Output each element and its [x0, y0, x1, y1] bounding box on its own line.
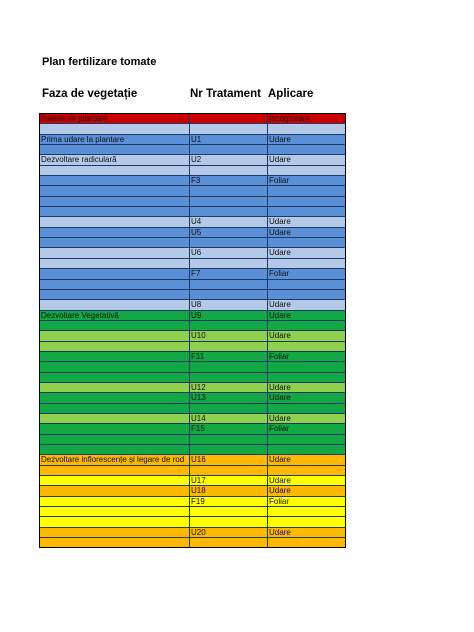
- table-row: [40, 197, 346, 207]
- phase-cell[interactable]: [40, 259, 190, 268]
- application-cell[interactable]: [268, 321, 346, 330]
- phase-cell[interactable]: [40, 507, 190, 516]
- phase-cell[interactable]: [40, 321, 190, 330]
- table-row: [40, 373, 346, 383]
- phase-cell[interactable]: [40, 486, 190, 495]
- treatment-cell[interactable]: U16: [190, 455, 268, 464]
- treatment-cell[interactable]: [190, 435, 268, 444]
- table-row: [40, 352, 346, 362]
- application-cell[interactable]: Foliar: [268, 497, 346, 506]
- treatment-cell[interactable]: U13: [190, 393, 268, 402]
- phase-cell[interactable]: [40, 186, 190, 195]
- application-cell[interactable]: [268, 145, 346, 154]
- treatment-cell[interactable]: [190, 114, 268, 123]
- table-row: [40, 124, 346, 134]
- table-row: [40, 404, 346, 414]
- application-cell[interactable]: [268, 186, 346, 195]
- table-row: [40, 228, 346, 238]
- phase-cell[interactable]: [40, 342, 190, 351]
- application-cell[interactable]: Udare: [268, 300, 346, 309]
- phase-cell[interactable]: [40, 207, 190, 216]
- phase-cell[interactable]: [40, 435, 190, 444]
- application-cell[interactable]: Udare: [268, 528, 346, 537]
- table-row: [40, 466, 346, 476]
- application-cell[interactable]: [268, 280, 346, 289]
- table-row: [40, 280, 346, 290]
- table-row: [40, 342, 346, 352]
- table-row: [40, 300, 346, 310]
- treatment-cell[interactable]: F15: [190, 424, 268, 433]
- application-cell[interactable]: Udare: [268, 414, 346, 423]
- phase-cell[interactable]: [40, 517, 190, 526]
- fertilization-table: [39, 113, 346, 548]
- treatment-cell[interactable]: [190, 238, 268, 247]
- treatment-cell[interactable]: [190, 445, 268, 454]
- phase-cell[interactable]: [40, 424, 190, 433]
- table-row: [40, 331, 346, 341]
- table-row: [40, 435, 346, 445]
- application-cell[interactable]: Udare: [268, 486, 346, 495]
- application-cell[interactable]: Udare: [268, 228, 346, 237]
- header-phase: Faza de vegetație: [42, 88, 138, 100]
- application-cell[interactable]: Udare: [268, 383, 346, 392]
- application-cell[interactable]: Udare: [268, 248, 346, 257]
- application-cell[interactable]: Udare: [268, 135, 346, 144]
- application-cell[interactable]: [268, 362, 346, 371]
- treatment-cell[interactable]: [190, 342, 268, 351]
- phase-cell[interactable]: [40, 445, 190, 454]
- application-cell[interactable]: [268, 466, 346, 475]
- treatment-cell[interactable]: [190, 145, 268, 154]
- application-cell[interactable]: Încorporare: [268, 114, 346, 123]
- table-row: [40, 476, 346, 486]
- treatment-cell[interactable]: [190, 186, 268, 195]
- phase-cell[interactable]: [40, 414, 190, 423]
- table-row: [40, 528, 346, 538]
- treatment-cell[interactable]: U2: [190, 155, 268, 164]
- phase-cell[interactable]: [40, 238, 190, 247]
- table-row: [40, 507, 346, 517]
- table-row: [40, 259, 346, 269]
- phase-cell[interactable]: [40, 362, 190, 371]
- phase-cell[interactable]: Înainte de plantare: [40, 114, 190, 123]
- phase-cell[interactable]: Dezvoltare radiculară: [40, 155, 190, 164]
- application-cell[interactable]: [268, 517, 346, 526]
- phase-cell[interactable]: [40, 197, 190, 206]
- table-row: [40, 455, 346, 465]
- application-cell[interactable]: [268, 259, 346, 268]
- application-cell[interactable]: [268, 197, 346, 206]
- table-row: [40, 145, 346, 155]
- application-cell[interactable]: Udare: [268, 476, 346, 485]
- table-row: [40, 445, 346, 455]
- application-cell[interactable]: [268, 445, 346, 454]
- table-row: [40, 517, 346, 527]
- phase-cell[interactable]: [40, 404, 190, 413]
- table-row: [40, 114, 346, 124]
- table-row: [40, 166, 346, 176]
- phase-cell[interactable]: [40, 248, 190, 257]
- treatment-cell[interactable]: [190, 538, 268, 547]
- table-row: [40, 238, 346, 248]
- table-row: [40, 414, 346, 424]
- application-cell[interactable]: [268, 435, 346, 444]
- table-row: [40, 311, 346, 321]
- application-cell[interactable]: Foliar: [268, 269, 346, 278]
- treatment-cell[interactable]: F19: [190, 497, 268, 506]
- treatment-cell[interactable]: U20: [190, 528, 268, 537]
- phase-cell[interactable]: [40, 497, 190, 506]
- phase-cell[interactable]: [40, 176, 190, 185]
- phase-cell[interactable]: [40, 373, 190, 382]
- phase-cell[interactable]: Prima udare la plantare: [40, 135, 190, 144]
- application-cell[interactable]: Udare: [268, 455, 346, 464]
- treatment-cell[interactable]: U4: [190, 217, 268, 226]
- treatment-cell[interactable]: F7: [190, 269, 268, 278]
- application-cell[interactable]: [268, 238, 346, 247]
- treatment-cell[interactable]: [190, 373, 268, 382]
- table-row: [40, 383, 346, 393]
- treatment-cell[interactable]: [190, 321, 268, 330]
- application-cell[interactable]: Udare: [268, 155, 346, 164]
- application-cell[interactable]: [268, 404, 346, 413]
- treatment-cell[interactable]: [190, 259, 268, 268]
- treatment-cell[interactable]: U6: [190, 248, 268, 257]
- phase-cell[interactable]: [40, 331, 190, 340]
- application-cell[interactable]: [268, 207, 346, 216]
- treatment-cell[interactable]: U5: [190, 228, 268, 237]
- treatment-cell[interactable]: U10: [190, 331, 268, 340]
- treatment-cell[interactable]: [190, 124, 268, 133]
- application-cell[interactable]: Udare: [268, 393, 346, 402]
- treatment-cell[interactable]: F11: [190, 352, 268, 361]
- phase-cell[interactable]: [40, 228, 190, 237]
- phase-cell[interactable]: [40, 269, 190, 278]
- treatment-cell[interactable]: U14: [190, 414, 268, 423]
- application-cell[interactable]: Foliar: [268, 424, 346, 433]
- phase-cell[interactable]: [40, 352, 190, 361]
- table-row: [40, 248, 346, 258]
- phase-cell[interactable]: [40, 166, 190, 175]
- application-cell[interactable]: [268, 166, 346, 175]
- table-row: [40, 269, 346, 279]
- phase-cell[interactable]: [40, 466, 190, 475]
- treatment-cell[interactable]: [190, 290, 268, 299]
- treatment-cell[interactable]: U1: [190, 135, 268, 144]
- table-row: [40, 424, 346, 434]
- treatment-cell[interactable]: U9: [190, 311, 268, 320]
- application-cell[interactable]: Foliar: [268, 352, 346, 361]
- treatment-cell[interactable]: [190, 207, 268, 216]
- table-row: [40, 393, 346, 403]
- application-cell[interactable]: [268, 342, 346, 351]
- treatment-cell[interactable]: U8: [190, 300, 268, 309]
- application-cell[interactable]: Udare: [268, 311, 346, 320]
- application-cell[interactable]: Udare: [268, 217, 346, 226]
- header-application: Aplicare: [268, 88, 314, 100]
- header-treatment: Nr Tratament: [190, 88, 261, 100]
- phase-cell[interactable]: [40, 383, 190, 392]
- application-cell[interactable]: [268, 290, 346, 299]
- treatment-cell[interactable]: U12: [190, 383, 268, 392]
- treatment-cell[interactable]: [190, 362, 268, 371]
- table-row: [40, 217, 346, 227]
- treatment-cell[interactable]: [190, 166, 268, 175]
- table-row: [40, 497, 346, 507]
- phase-cell[interactable]: [40, 538, 190, 547]
- treatment-cell[interactable]: [190, 517, 268, 526]
- treatment-cell[interactable]: [190, 466, 268, 475]
- table-row: [40, 186, 346, 196]
- table-row: [40, 362, 346, 372]
- page-title: Plan fertilizare tomate: [42, 56, 157, 68]
- application-cell[interactable]: Foliar: [268, 176, 346, 185]
- treatment-cell[interactable]: [190, 404, 268, 413]
- application-cell[interactable]: [268, 507, 346, 516]
- treatment-cell[interactable]: [190, 280, 268, 289]
- phase-cell[interactable]: [40, 393, 190, 402]
- application-cell[interactable]: [268, 124, 346, 133]
- phase-cell[interactable]: [40, 300, 190, 309]
- phase-cell[interactable]: [40, 124, 190, 133]
- phase-cell[interactable]: [40, 217, 190, 226]
- phase-cell[interactable]: [40, 290, 190, 299]
- application-cell[interactable]: Udare: [268, 331, 346, 340]
- table-row: [40, 155, 346, 165]
- treatment-cell[interactable]: [190, 507, 268, 516]
- phase-cell[interactable]: [40, 145, 190, 154]
- application-cell[interactable]: [268, 538, 346, 547]
- application-cell[interactable]: [268, 373, 346, 382]
- phase-cell[interactable]: [40, 476, 190, 485]
- table-row: [40, 135, 346, 145]
- table-row: [40, 207, 346, 217]
- table-row: [40, 321, 346, 331]
- phase-cell[interactable]: Dezvoltare Vegetativă: [40, 311, 190, 320]
- table-row: [40, 290, 346, 300]
- table-row: [40, 176, 346, 186]
- treatment-cell[interactable]: F3: [190, 176, 268, 185]
- phase-cell[interactable]: [40, 280, 190, 289]
- phase-cell[interactable]: [40, 528, 190, 537]
- treatment-cell[interactable]: U17: [190, 476, 268, 485]
- table-row: [40, 486, 346, 496]
- treatment-cell[interactable]: U18: [190, 486, 268, 495]
- table-row: [40, 538, 346, 548]
- treatment-cell[interactable]: [190, 197, 268, 206]
- phase-cell[interactable]: Dezvoltare inflorescențe și legare de rod: [40, 455, 190, 464]
